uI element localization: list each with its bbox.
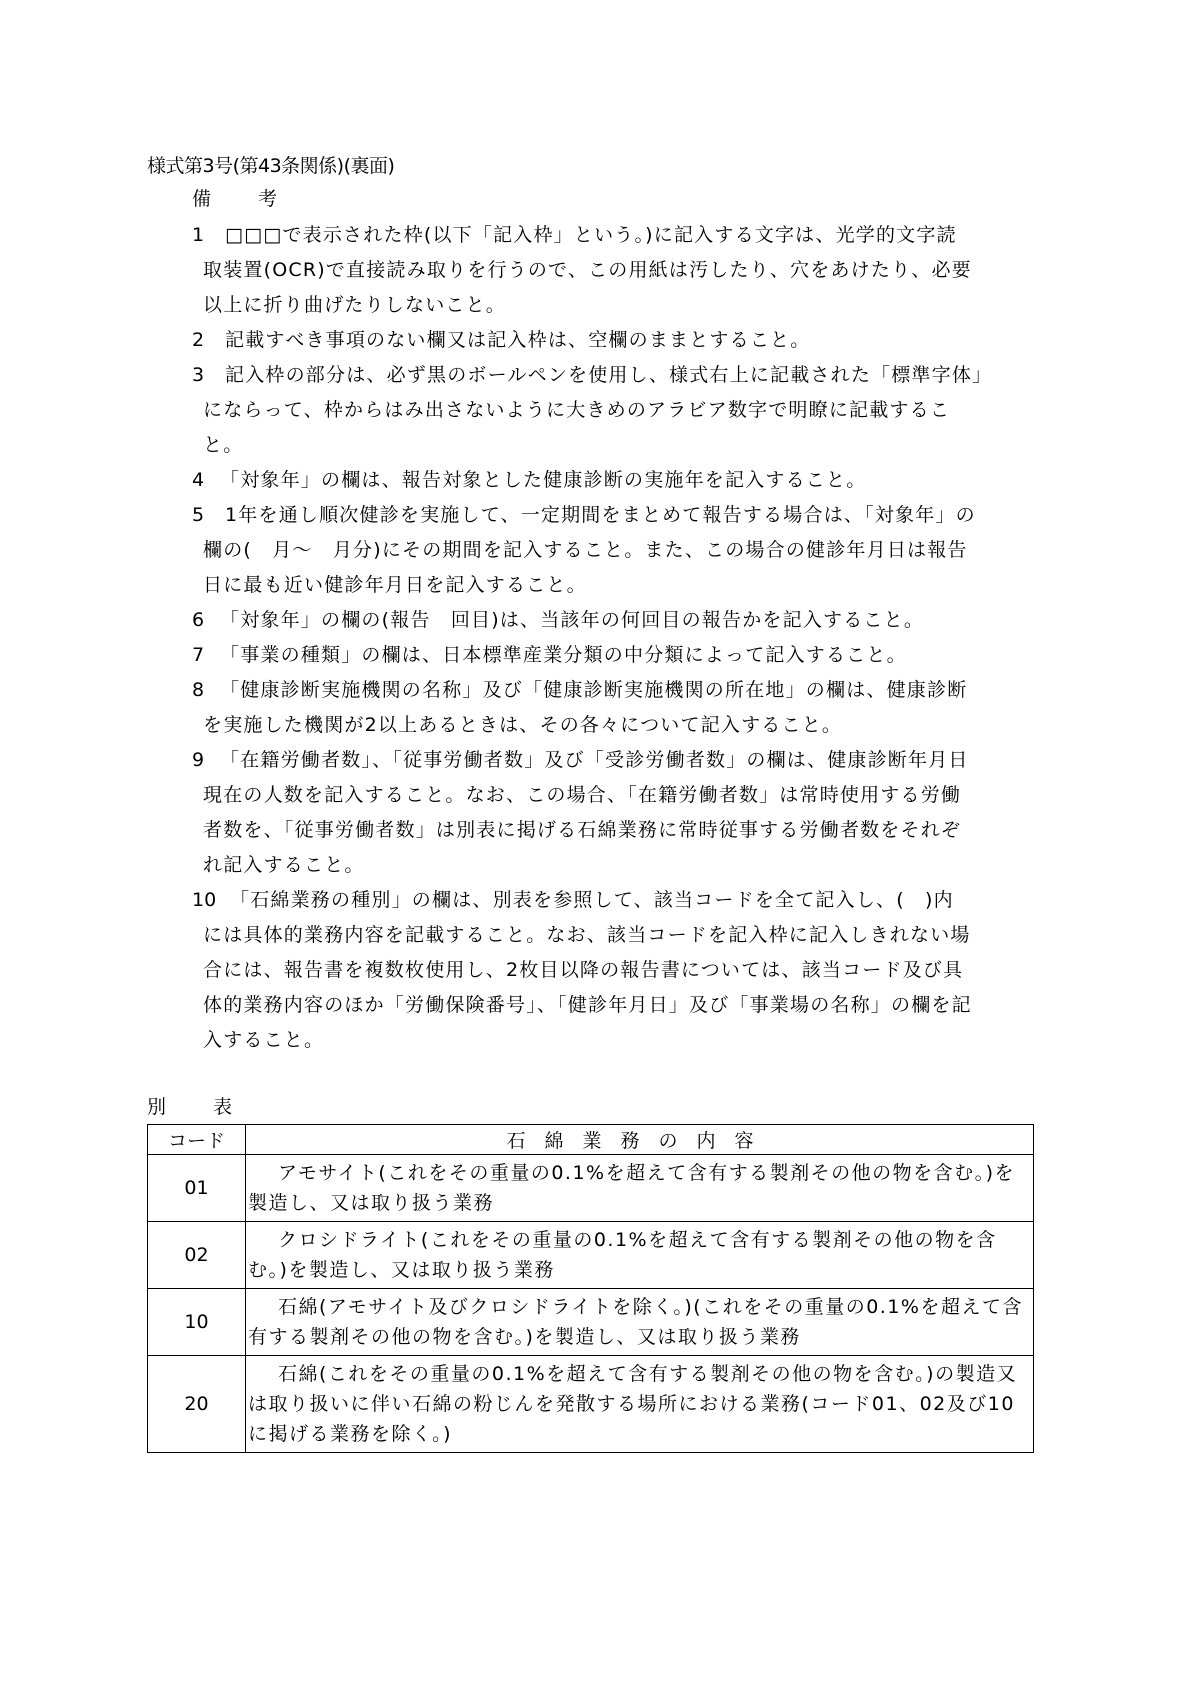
form-title: 様式第3号(第43条関係)(裏面) — [147, 155, 395, 177]
row-code: 01 — [148, 1155, 246, 1222]
table-header-row — [148, 1125, 1034, 1155]
row-content: 石綿(アモサイト及びクロシドライトを除く。)(これをその重量の0.1%を超えて含有する製剤その他の物を含む。)を製造し、又は取り扱う業務 — [246, 1289, 1034, 1356]
note-line: 欄の( 月～ 月分)にその期間を記入すること。また、この場合の健診年月日は報告 — [203, 539, 968, 561]
note-line: 「対象年」の欄の(報告 回目)は、当該年の何回目の報告かを記入すること。 — [220, 609, 925, 631]
asbestos-work-table — [147, 1124, 1034, 1453]
row-content: アモサイト(これをその重量の0.1%を超えて含有する製剤その他の物を含む。)を製造し、又は取り扱う業務 — [246, 1155, 1034, 1222]
note-line: 現在の人数を記入すること。なお、この場合、「在籍労働者数」は常時使用する労働 — [203, 784, 962, 806]
appendix-heading: 別 表 — [147, 1096, 247, 1118]
note-line: 取装置(OCR)で直接読み取りを行うので、この用紙は汚したり、穴をあけたり、必要 — [203, 259, 972, 281]
note-line: 日に最も近い健診年月日を記入すること。 — [203, 574, 587, 596]
note-line: 「石綿業務の種別」の欄は、別表を参照して、該当コードを全て記入し、( )内 — [230, 889, 954, 911]
row-content: クロシドライト(これをその重量の0.1%を超えて含有する製剤その他の物を含む。)を製造し、又は取り扱う業務 — [246, 1222, 1034, 1289]
note-number: 7 — [192, 644, 205, 666]
note-line: 以上に折り曲げたりしないこと。 — [203, 294, 507, 316]
note-line: 者数を、「従事労働者数」は別表に掲げる石綿業務に常時従事する労働者数をそれぞ — [203, 819, 962, 841]
note-number: 1 — [192, 224, 205, 246]
row-code: 02 — [148, 1222, 246, 1289]
remarks-heading: 備 考 — [192, 188, 292, 210]
note-line: 入すること。 — [203, 1029, 325, 1051]
note-line: 「在籍労働者数」、「従事労働者数」及び「受診労働者数」の欄は、健康診断年月日 — [220, 749, 969, 771]
note-line: と。 — [203, 434, 244, 456]
note-number: 8 — [192, 679, 205, 701]
note-number: 4 — [192, 469, 205, 491]
table-row — [148, 1155, 1034, 1222]
note-number: 5 — [192, 504, 205, 526]
note-number: 10 — [192, 889, 217, 911]
note-line: 「健康診断実施機関の名称」及び「健康診断実施機関の所在地」の欄は、健康診断 — [220, 679, 968, 701]
note-line: 1年を通し順次健診を実施して、一定期間をまとめて報告する場合は、「対象年」の — [225, 504, 976, 526]
note-line: にならって、枠からはみ出さないように大きめのアラビア数字で明瞭に記載するこ — [203, 399, 951, 421]
note-line: には具体的業務内容を記載すること。なお、該当コードを記入枠に記入しきれない場 — [203, 924, 971, 946]
note-number: 6 — [192, 609, 205, 631]
row-code: 20 — [148, 1356, 246, 1453]
note-number: 3 — [192, 364, 205, 386]
row-code: 10 — [148, 1289, 246, 1356]
note-line: 体的業務内容のほか「労働保険番号」、「健診年月日」及び「事業場の名称」の欄を記 — [203, 994, 972, 1016]
row-content: 石綿(これをその重量の0.1%を超えて含有する製剤その他の物を含む。)の製造又は取り扱いに伴い石綿の粉じんを発散する場所における業務(コード01、02及び10に掲げる業務を除く。) — [246, 1356, 1034, 1453]
note-line: 「事業の種類」の欄は、日本標準産業分類の中分類によって記入すること。 — [220, 644, 907, 666]
table-row — [148, 1289, 1034, 1356]
header-code: コード — [148, 1125, 246, 1155]
header-content: 石綿業務の内容 — [246, 1125, 1034, 1155]
note-line: 記載すべき事項のない欄又は記入枠は、空欄のままとすること。 — [225, 329, 811, 351]
note-line: 合には、報告書を複数枚使用し、2枚目以降の報告書については、該当コード及び具 — [203, 959, 964, 981]
note-line: 記入枠の部分は、必ず黒のボールペンを使用し、様式右上に記載された「標準字体」 — [225, 364, 993, 386]
note-line: れ記入すること。 — [203, 854, 365, 876]
table-row — [148, 1222, 1034, 1289]
note-line: 「対象年」の欄は、報告対象とした健康診断の実施年を記入すること。 — [220, 469, 867, 491]
note-number: 2 — [192, 329, 205, 351]
note-number: 9 — [192, 749, 205, 771]
note-line: □□□で表示された枠(以下「記入枠」という。)に記入する文字は、光学的文字読 — [225, 224, 957, 246]
table-row — [148, 1356, 1034, 1453]
note-line: を実施した機関が2以上あるときは、その各々について記入すること。 — [203, 714, 843, 736]
